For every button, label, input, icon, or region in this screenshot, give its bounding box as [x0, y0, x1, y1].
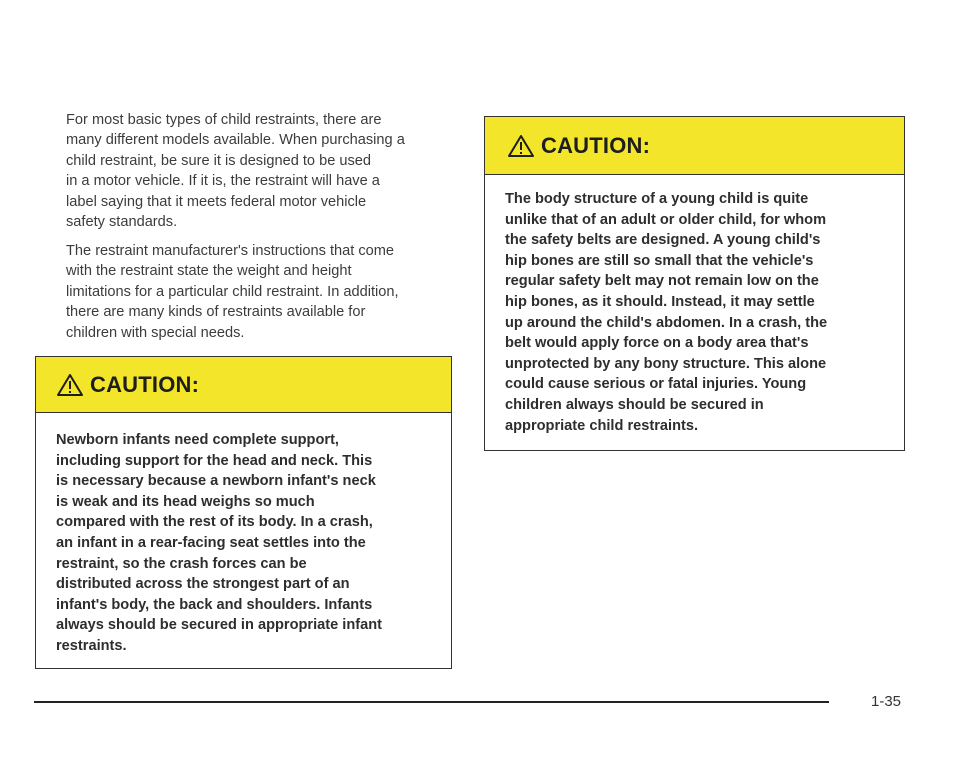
intro-paragraph-1: For most basic types of child restraints, there are many different models available. When purchasing a child restraint, be sure it is designed to be used in a motor vehicle. If it is, the restraint will have a label saying that it meets federal motor vehicle safety standards.	[66, 112, 405, 231]
caution-header	[485, 117, 904, 175]
caution-body-text: Newborn infants need complete support, including support for the head and neck. This is necessary because a newborn infant's neck is weak and its head weighs so much compared with the rest of its body. In a crash, an infant in a rear-facing seat settles into the restraint, so the crash forces can be distributed across the strongest part of an infant's body, the back and shoulders. Infants always should be secured in appropriate infant restraints.	[56, 432, 383, 654]
warning-triangle-icon	[56, 373, 84, 397]
caution-box-young-child	[484, 116, 905, 451]
caution-body-text: The body structure of a young child is quite unlike that of an adult or older child, for whom the safety belts are designed. A young child's hip bones are still so small that the vehicle's regular safety belt may not remain low on the hip bones, as it should. Instead, it may settle up around the child's abdomen. In a crash, the belt would apply force on a body area that's unprotected by any bony structure. This alone could cause serious or fatal injuries. Young children always should be secured in appropriate child restraints.	[505, 191, 828, 434]
footer-rule	[34, 701, 829, 703]
warning-triangle-icon	[507, 134, 535, 158]
caution-title: CAUTION:	[90, 371, 200, 397]
caution-box-newborn	[35, 356, 452, 669]
caution-header	[36, 357, 451, 413]
intro-paragraph-2: The restraint manufacturer's instructions that come with the restraint state the weight and height limitations for a particular child restraint. In addition, there are many kinds of restraints available for children with special needs.	[66, 243, 399, 341]
caution-title: CAUTION:	[541, 132, 651, 158]
page-number: 1-35	[871, 693, 902, 710]
